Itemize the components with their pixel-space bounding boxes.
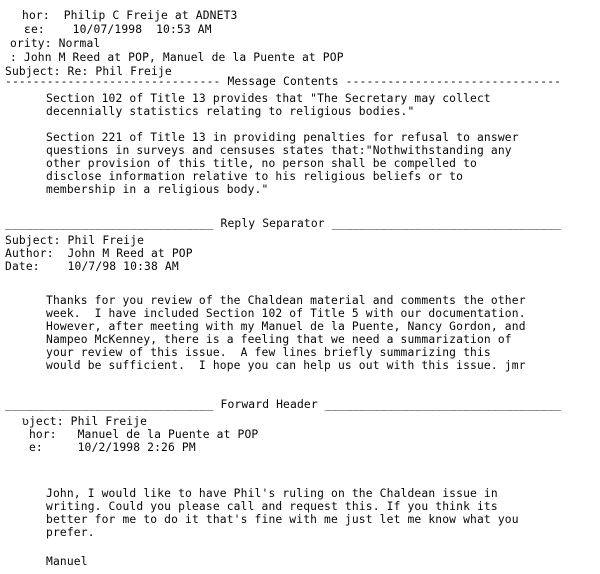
message-body-line: decennially statistics relating to religious bodies." — [46, 105, 415, 118]
header-subject: Subject: Re: Phil Freije — [5, 65, 172, 78]
reply-body-line: However, after meeting with my Manuel de la Puente, Nancy Gordon, and — [46, 320, 526, 333]
forward-author: hor: Manuel de la Puente at POP — [22, 428, 259, 441]
message-body-line: Section 102 of Title 13 provides that "The Secretary may collect — [46, 92, 491, 105]
message-body-line: questions in surveys and censuses states that:"Nothwithstanding any — [46, 144, 512, 157]
reply-body-line: Thanks for you review of the Chaldean material and comments the other — [46, 294, 526, 307]
reply-body-line: would be sufficient. I hope you can help us out with this issue. jmr — [46, 359, 526, 372]
forward-subject: ʋject: Phil Freije — [22, 415, 148, 428]
header-date: ɛe: 10/07/1998 10:53 AM — [24, 23, 212, 36]
message-contents-separator: ------------------------------- Message Contents ------------------------------- — [5, 75, 562, 88]
reply-author: Author: John M Reed at POP — [5, 247, 193, 260]
forward-body-line: John, I would like to have Phil's ruling on the Chaldean issue in — [46, 487, 498, 500]
forward-separator: ______________________________ Forward Header __________________________________ — [5, 398, 562, 411]
reply-subject: Subject: Phil Freije — [5, 234, 145, 247]
reply-body-line: your review of this issue. A few lines briefly summarizing this — [46, 346, 491, 359]
message-body-line: membership in a religious body." — [46, 183, 269, 196]
message-body-line: disclose information relative to his religious beliefs or to — [46, 170, 464, 183]
reply-body-line: week. I have included Section 102 of Title 5 with our documentation. — [46, 307, 526, 320]
header-from: hor: Philip C Freije at ADNET3 — [22, 9, 238, 22]
header-to: : John M Reed at POP, Manuel de la Puente at POP — [10, 51, 344, 64]
reply-body-line: Nampeo McKenney, there is a feeling that we need a summarization of — [46, 333, 512, 346]
forward-body-line: writing. Could you please call and request this. If you think its — [46, 500, 498, 513]
forward-date: e: 10/2/1998 2:26 PM — [22, 441, 196, 454]
message-body-line: other provision of this title, no person shall be compelled to — [46, 157, 477, 170]
header-priority: ority: Normal — [10, 37, 101, 50]
reply-separator: ______________________________ Reply Separator _________________________________ — [5, 217, 562, 230]
reply-date: Date: 10/7/98 10:38 AM — [5, 260, 179, 273]
forward-body-line: prefer. — [46, 526, 95, 539]
message-body-line: Section 221 of Title 13 in providing penalties for refusal to answer — [46, 131, 519, 144]
forward-body-line: better for me to do it that's fine with me just let me know what you — [46, 513, 519, 526]
forward-signature: Manuel — [46, 555, 88, 568]
